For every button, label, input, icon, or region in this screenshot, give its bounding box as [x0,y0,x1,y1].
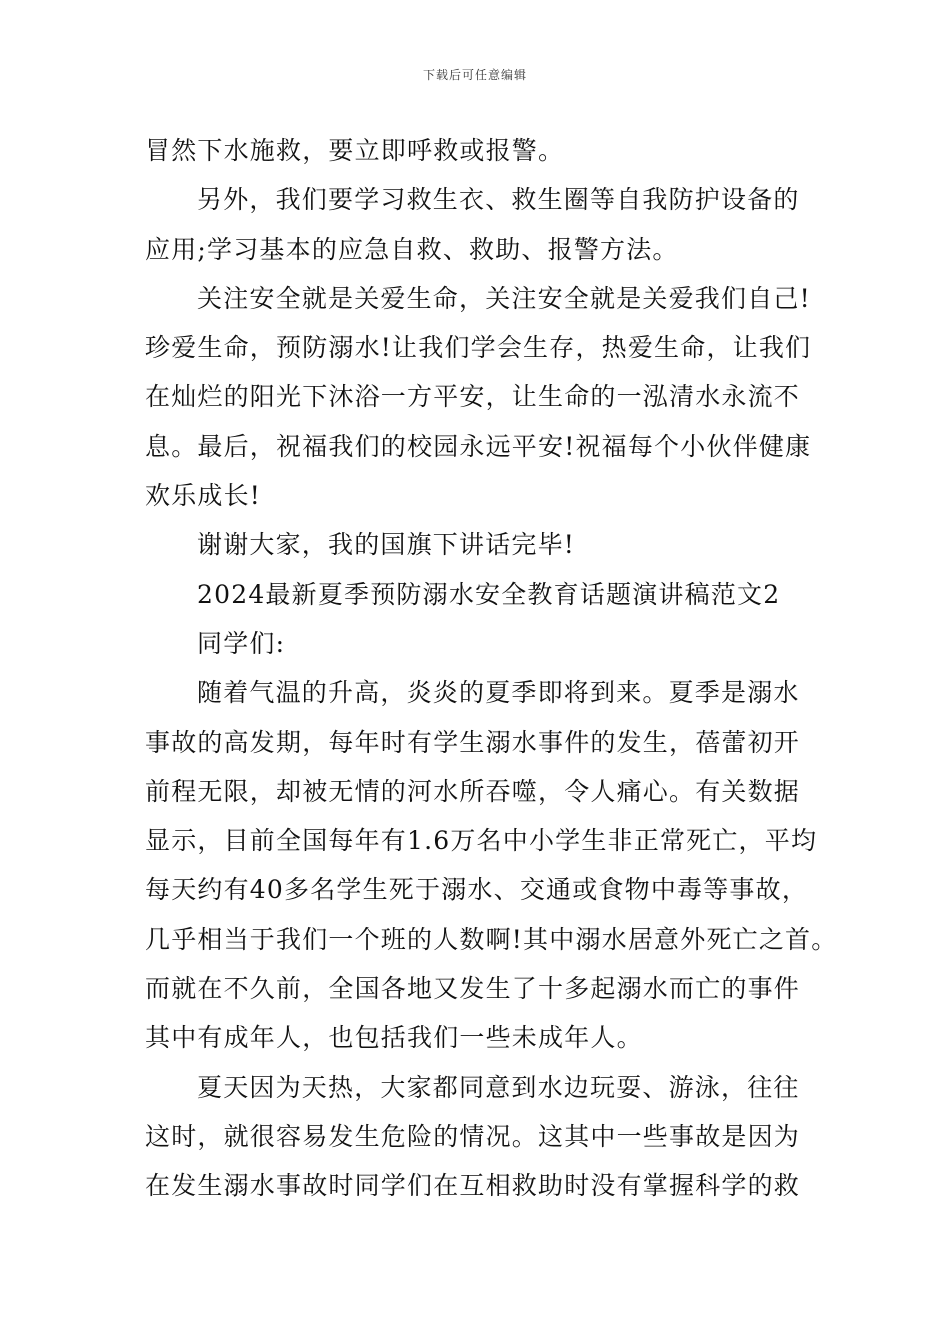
section-title: 2024最新夏季预防溺水安全教育话题演讲稿范文2 [197,579,781,609]
text-line: 欢乐成长! [145,481,262,511]
text-line: 每天约有40多名学生死于溺水、交通或食物中毒等事故， [145,875,809,905]
text-line: 在灿烂的阳光下沐浴一方平安，让生命的一泓清水永流不 [145,382,801,412]
text-line: 这时，就很容易发生危险的情况。这其中一些事故是因为 [145,1121,801,1151]
header-note: 下载后可任意编辑 [422,68,527,82]
text-line: 事故的高发期，每年时有学生溺水事件的发生，蓓蕾初开 [145,727,801,757]
text-line: 息。最后，祝福我们的校园永远平安!祝福每个小伙伴健康 [145,431,812,461]
text-line: 应用;学习基本的应急自救、救助、报警方法。 [145,234,679,264]
text-line: 关注安全就是关爱生命，关注安全就是关爱我们自己! [197,283,811,313]
text-line: 谢谢大家，我的国旗下讲话完毕! [197,530,576,560]
salutation: 同学们: [197,628,286,658]
text-line: 珍爱生命，预防溺水!让我们学会生存，热爱生命，让我们 [145,333,812,363]
text-line: 随着气温的升高，炎炎的夏季即将到来。夏季是溺水 [197,678,800,708]
text-line: 在发生溺水事故时同学们在互相救助时没有掌握科学的救 [145,1171,801,1201]
text-line: 另外，我们要学习救生衣、救生圈等自我防护设备的 [197,185,800,215]
text-line: 而就在不久前，全国各地又发生了十多起溺水而亡的事件 [145,974,801,1004]
text-line: 冒然下水施救，要立即呼救或报警。 [145,136,565,165]
text-line: 几乎相当于我们一个班的人数啊!其中溺水居意外死亡之首。 [145,924,838,954]
text-line: 显示，目前全国每年有1.6万名中小学生非正常死亡，平均 [145,826,818,856]
text-line: 前程无限，却被无情的河水所吞噬，令人痛心。有关数据 [145,776,801,806]
text-line: 其中有成年人，也包括我们一些未成年人。 [145,1023,643,1053]
document-body [145,126,838,1211]
text-line: 夏天因为天热，大家都同意到水边玩耍、游泳，往往 [197,1072,800,1102]
